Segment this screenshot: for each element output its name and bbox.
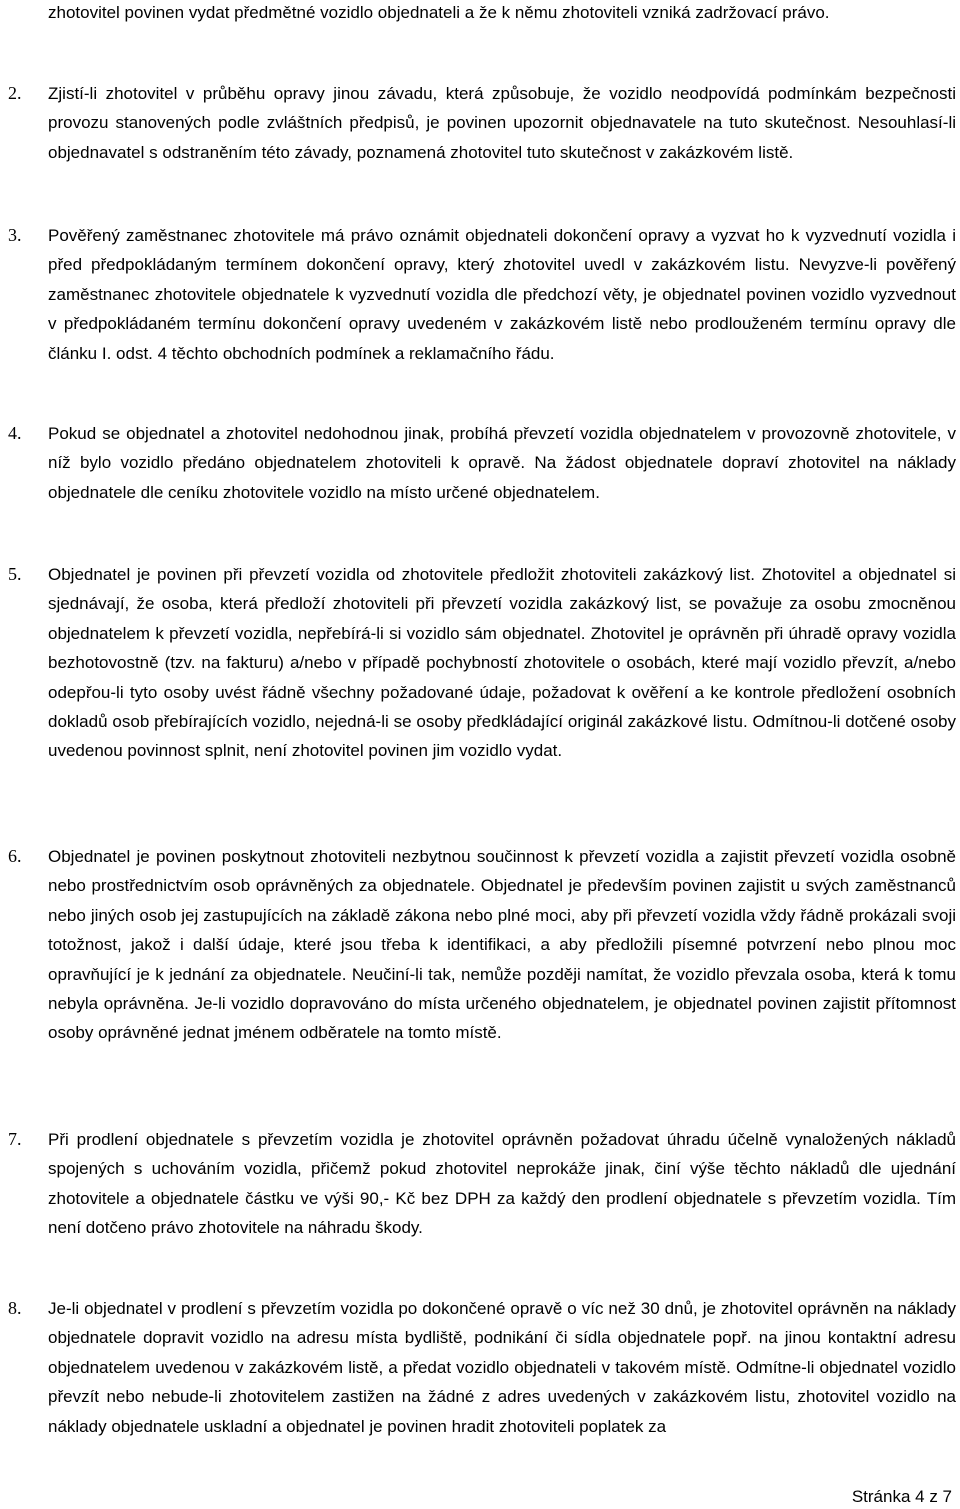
paragraph-number: 7.: [8, 1129, 22, 1149]
paragraph-number: 2.: [8, 83, 22, 103]
paragraph-text: Objednatel je povinen poskytnout zhotoviteli nezbytnou součinnost k převzetí vozidla a zajistit převzetí vozidla osobně nebo prostřednictvím osob oprávněných za objednatele. Objednatel je především povinen zajistit u svých zaměstnanců nebo jiných osob jej zastupujících na základě zákona nebo plné moci, aby při převzetí vozidla vždy řádně prokázali svoji totožnost, jakož i další údaje, které jsou třeba k identifikaci, a aby předložili písemné potvrzení nebo plnou moc opravňující je k jednání za objednatele. Neučiní-li tak, nemůže později namítat, že vozidlo převzala osoba, která k tomu nebyla oprávněna. Je-li vozidlo dopravováno do místa určeného objednatelem, je objednatel povinen zajistit přítomnost osoby oprávněné jednat jménem odběratele na tomto místě.: [48, 847, 956, 1043]
paragraph-number: 4.: [8, 423, 22, 443]
paragraph-8: [8, 1294, 956, 1441]
paragraph-text: Pověřený zaměstnanec zhotovitele má právo oznámit objednateli dokončení opravy a vyzvat ho k vyzvednutí vozidla i před předpokládaným termínem dokončení opravy, který zhotovitel uvedl v zakázkovém listu. Nevyzve-li pověřený zaměstnanec zhotovitele objednatele k vyzvednutí vozidla dle předchozí věty, je objednatel povinen vozidlo vyzvednout v předpokládaném termínu dokončení opravy uvedeném v zakázkovém listě nebo prodlouženém termínu opravy dle článku I. odst. 4 těchto obchodních podmínek a reklamačního řádu.: [48, 226, 956, 363]
paragraph-text: Objednatel je povinen při převzetí vozidla od zhotovitele předložit zhotoviteli zakázkový list. Zhotovitel a objednatel si sjednávají, že osoba, která předloží zhotoviteli při převzetí vozidla zakázkový list, se považuje za osobu zmocněnou objednatelem k převzetí vozidla, nepřebírá-li si vozidlo sám objednatel. Zhotovitel je oprávněn při úhradě opravy vozidla bezhotovostně (tzv. na fakturu) a/nebo v případě pochybností zhotovitele o osobách, které mají vozidlo převzít, a/nebo odepřou-li tyto osoby uvést řádně všechny požadované údaje, požadovat k ověření a ke kontrole předložení osobních dokladů osob přebírajících vozidlo, nejedná-li se osoby předkládající originál zakázkové listu. Odmítnou-li dotčené osoby uvedenou povinnost splnit, není zhotovitel povinen jim vozidlo vydat.: [48, 565, 956, 761]
paragraph-number: 6.: [8, 846, 22, 866]
paragraph-text: Pokud se objednatel a zhotovitel nedohodnou jinak, probíhá převzetí vozidla objednatelem v provozovně zhotovitele, v níž bylo vozidlo předáno objednatelem zhotoviteli k opravě. Na žádost objednatele dopraví zhotovitel na náklady objednatele dle ceníku zhotovitele vozidlo na místo určené objednatelem.: [48, 424, 956, 502]
paragraph-text: Zjistí-li zhotovitel v průběhu opravy jinou závadu, která způsobuje, že vozidlo neodpovídá podmínkám bezpečnosti provozu stanovených podle zvláštních předpisů, je povinen upozornit objednavatele na tuto skutečnost. Nesouhlasí-li objednavatel s odstraněním této závady, poznamená zhotovitel tuto skutečnost v zakázkovém listě.: [48, 84, 956, 162]
paragraph-number: 3.: [8, 225, 22, 245]
paragraph-continuation: [8, 0, 956, 27]
paragraph-text: Je-li objednatel v prodlení s převzetím vozidla po dokončené opravě o víc než 30 dnů, je zhotovitel oprávněn na náklady objednatele dopravit vozidlo na adresu místa bydliště, podnikání či sídla objednatele popř. na jinou kontaktní adresu objednatelem uvedenou v zakázkovém listě, a předat vozidlo objednateli v takovém místě. Odmítne-li objednatel vozidlo převzít nebo nebude-li zhotovitelem zastižen na žádné z adres uvedených v zakázkovém listu, zhotovitel vozidlo na náklady objednatele uskladní a objednatel je povinen hradit zhotoviteli poplatek za: [48, 1299, 956, 1436]
paragraph-5: [8, 560, 956, 766]
paragraph-number: 8.: [8, 1298, 22, 1318]
paragraph-6: [8, 842, 956, 1048]
paragraph-text: Při prodlení objednatele s převzetím vozidla je zhotovitel oprávněn požadovat úhradu účelně vynaložených nákladů spojených s uchováním vozidla, přičemž pokud zhotovitel neprokáže jinak, činí výše těchto nákladů dle ujednání zhotovitele a objednatele částku ve výši 90,- Kč bez DPH za každý den prodlení objednatele s převzetím vozidla. Tím není dotčeno právo zhotovitele na náhradu škody.: [48, 1130, 956, 1238]
paragraph-7: [8, 1125, 956, 1243]
paragraph-2: [8, 79, 956, 167]
paragraph-number: 5.: [8, 564, 22, 584]
paragraph-text: zhotovitel povinen vydat předmětné vozidlo objednateli a že k němu zhotoviteli vzniká zadržovací právo.: [48, 3, 830, 22]
page-number-footer: Stránka 4 z 7: [851, 1487, 952, 1506]
paragraph-3: [8, 221, 956, 368]
paragraph-4: [8, 419, 956, 507]
